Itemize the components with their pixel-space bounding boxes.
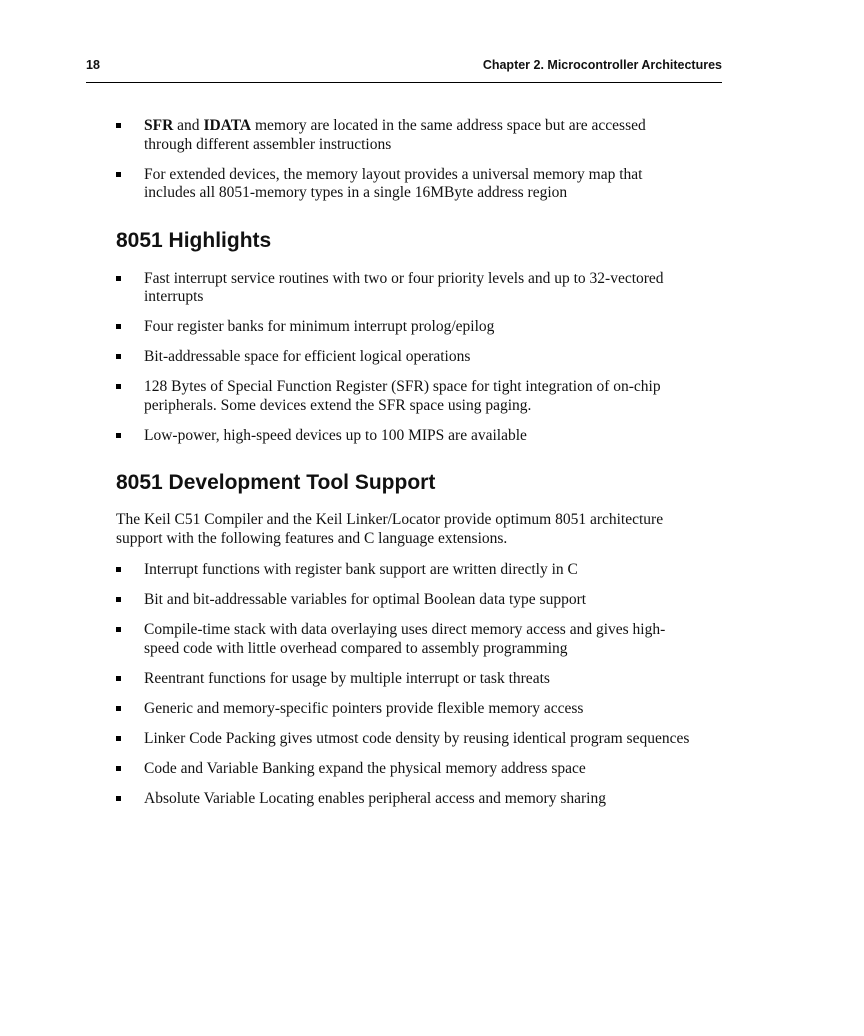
list-item: Fast interrupt service routines with two or four priority levels and up to 32-vectored interrupts xyxy=(116,270,689,307)
page-header xyxy=(86,58,722,83)
list-item: Bit and bit-addressable variables for optimal Boolean data type support xyxy=(116,591,689,610)
sfr-term: SFR xyxy=(144,117,174,134)
list-item: Code and Variable Banking expand the physical memory address space xyxy=(116,760,689,779)
list-item: Low-power, high-speed devices up to 100 MIPS are available xyxy=(116,427,689,446)
list-item: Reentrant functions for usage by multiple interrupt or task threats xyxy=(116,670,689,689)
list-item-text: and xyxy=(173,117,204,134)
dev-tools-list xyxy=(116,561,706,808)
list-item: 128 Bytes of Special Function Register (SFR) space for tight integration of on-chip peripherals. Some devices extend the SFR space using paging. xyxy=(116,378,689,415)
list-item: Bit-addressable space for efficient logical operations xyxy=(116,348,689,367)
list-item xyxy=(116,117,689,154)
list-item: Absolute Variable Locating enables peripheral access and memory sharing xyxy=(116,790,706,809)
section-heading-dev-tools: 8051 Development Tool Support xyxy=(116,471,436,494)
idata-term: IDATA xyxy=(203,117,252,134)
list-item: Interrupt functions with register bank support are written directly in C xyxy=(116,561,689,580)
intro-bullet-list xyxy=(116,117,706,203)
list-item: Linker Code Packing gives utmost code density by reusing identical program sequences xyxy=(116,730,706,749)
highlights-list xyxy=(116,270,706,446)
list-item: Four register banks for minimum interrupt prolog/epilog xyxy=(116,318,689,337)
page-number: 18 xyxy=(86,58,100,72)
list-item-text: memory are located in the same address space but are accessed through different assembler instructions xyxy=(144,117,646,153)
page-body xyxy=(116,117,706,820)
chapter-title: Chapter 2. Microcontroller Architectures xyxy=(482,58,722,72)
list-item: Compile-time stack with data overlaying uses direct memory access and gives high-speed code with little overhead compared to assembly programming xyxy=(116,621,689,658)
section-heading-highlights: 8051 Highlights xyxy=(116,228,272,252)
dev-tools-intro: The Keil C51 Compiler and the Keil Linker/Locator provide optimum 8051 architecture support with the following features and C language extensions. xyxy=(116,511,664,547)
list-item: Generic and memory-specific pointers provide flexible memory access xyxy=(116,700,689,719)
list-item: For extended devices, the memory layout provides a universal memory map that includes all 8051-memory types in a single 16MByte address region xyxy=(116,166,689,203)
